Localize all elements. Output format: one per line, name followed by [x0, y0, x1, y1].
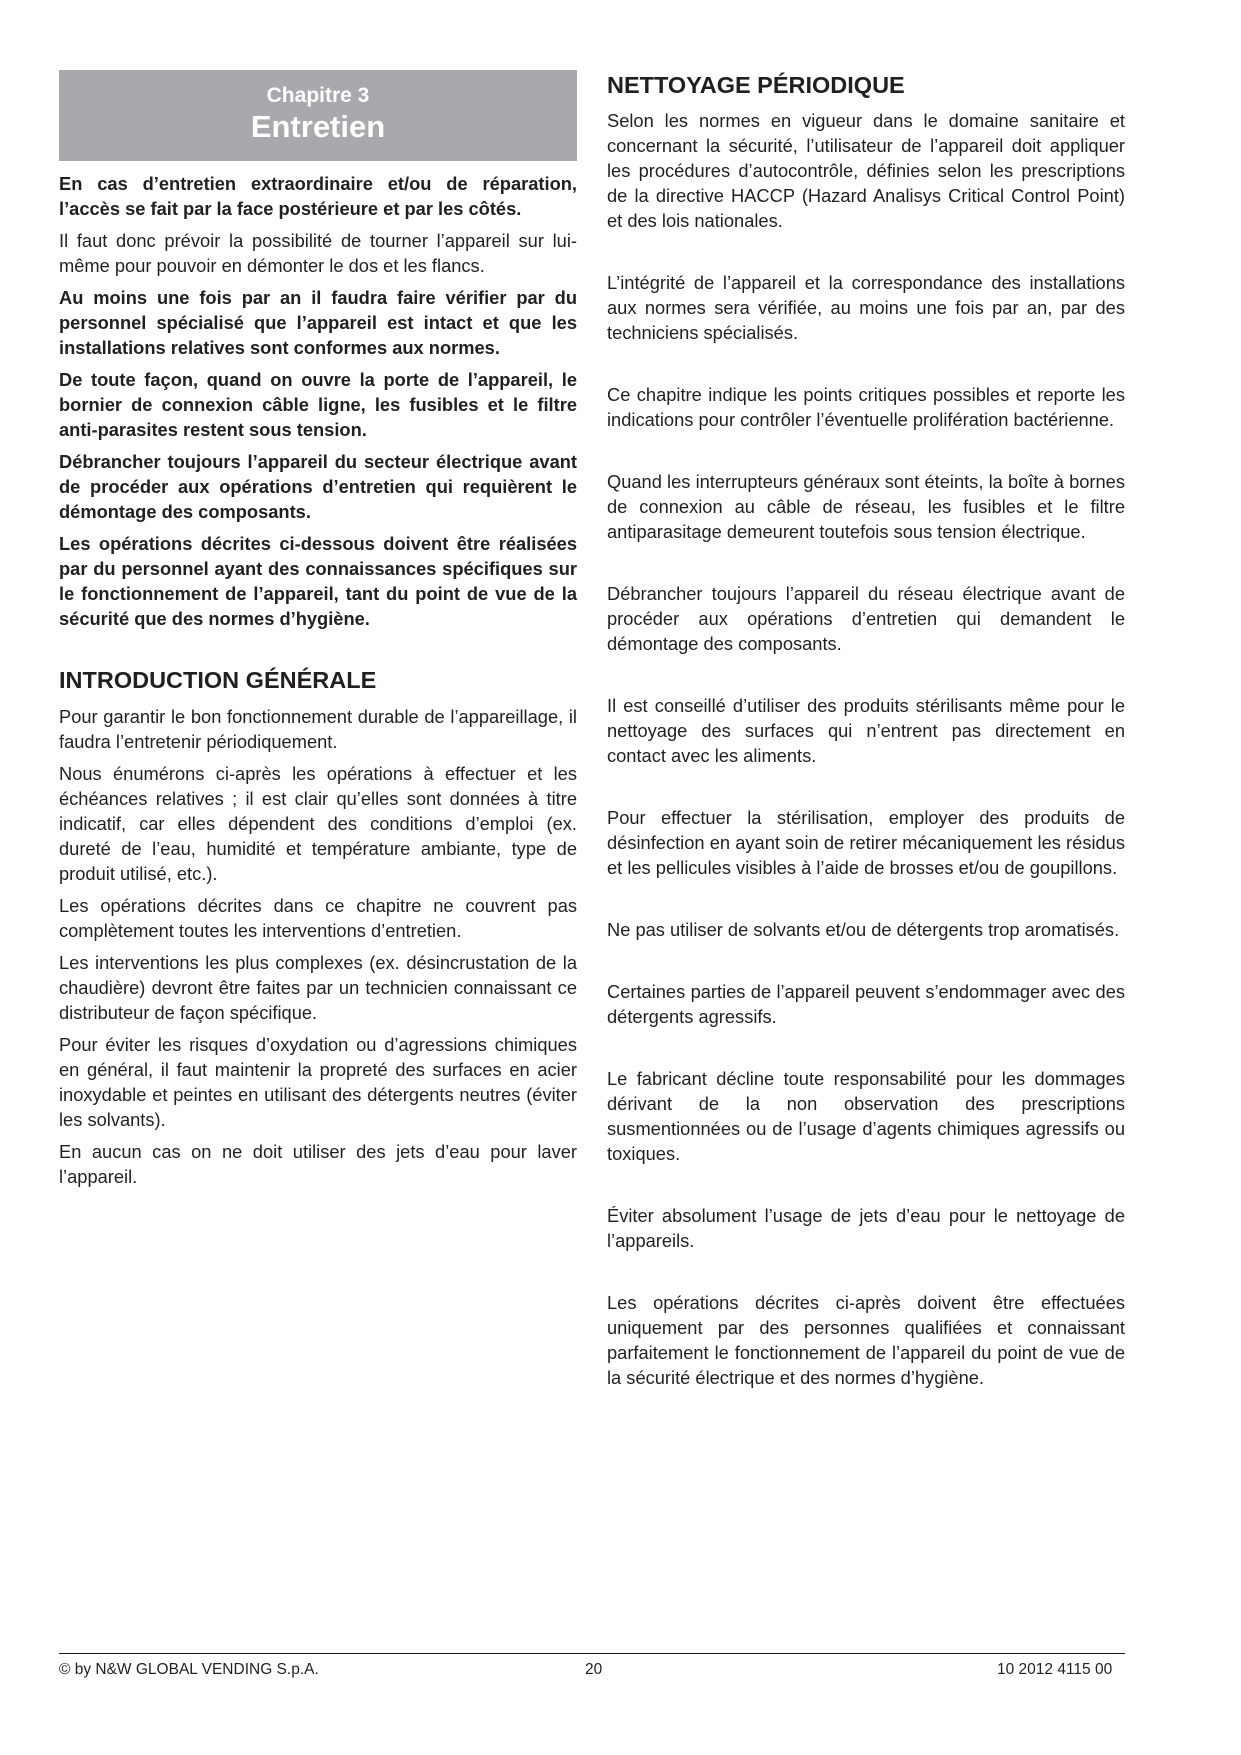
chapter-label: Chapitre 3: [266, 84, 370, 107]
paragraph: Les interventions les plus complexes (ex. désincrustation de la chaudière) devront être faites par un technicien connaissant ce distributeur de façon spécifique.: [59, 952, 577, 1023]
paragraph: De toute façon, quand on ouvre la porte de l’appareil, le bornier de connexion câble ligne, les fusibles et le filtre anti-parasites restent sous tension.: [59, 369, 577, 440]
page-number: 20: [585, 1661, 603, 1678]
paragraph: L’intégrité de l’appareil et la correspondance des installations aux normes sera vérifiée, au moins une fois par an, par des techniciens spécialisés.: [607, 272, 1125, 343]
left-column: [59, 70, 577, 1196]
paragraph: Quand les interrupteurs généraux sont éteints, la boîte à bornes de connexion au câble de réseau, les fusibles et le filtre antiparasitage demeurent toutefois sous tension électrique.: [607, 471, 1125, 542]
paragraph: Le fabricant décline toute responsabilité pour les dommages dérivant de la non observation des prescriptions susmentionnées ou de l’usage d’agents chimiques agressifs ou toxiques.: [607, 1068, 1125, 1164]
paragraph: Débrancher toujours l’appareil du réseau électrique avant de procéder aux opérations d’entretien qui demandent le démontage des composants.: [607, 583, 1125, 654]
paragraph: Ce chapitre indique les points critiques possibles et reporte les indications pour contrôler l’éventuelle prolifération bactérienne.: [607, 384, 1125, 430]
paragraph: Il est conseillé d’utiliser des produits stérilisants même pour le nettoyage des surfaces qui n’entrent pas directement en contact avec les aliments.: [607, 695, 1125, 766]
paragraph: Il faut donc prévoir la possibilité de tourner l’appareil sur lui-même pour pouvoir en démonter le dos et les flancs.: [59, 230, 577, 276]
chapter-title: Entretien: [250, 109, 386, 144]
right-column: [607, 70, 1125, 1427]
section-heading-nettoyage: NETTOYAGE PÉRIODIQUE: [607, 72, 905, 98]
paragraph: Débrancher toujours l’appareil du secteur électrique avant de procéder aux opérations d’entretien qui requièrent le démontage des composants.: [59, 451, 577, 522]
paragraph: Les opérations décrites ci-dessous doivent être réalisées par du personnel ayant des connaissances spécifiques sur le fonctionnement de l’appareil, tant du point de vue de la sécurité que des normes d’hygiène.: [59, 533, 577, 629]
paragraph: Pour garantir le bon fonctionnement durable de l’appareillage, il faudra l’entretenir périodiquement.: [59, 706, 577, 752]
paragraph: Au moins une fois par an il faudra faire vérifier par du personnel spécialisé que l’appareil est intact et que les installations relatives sont conformes aux normes.: [59, 287, 577, 358]
paragraph: Certaines parties de l’appareil peuvent s’endommager avec des détergents agressifs.: [607, 981, 1125, 1027]
paragraph: Pour effectuer la stérilisation, employer des produits de désinfection en ayant soin de retirer mécaniquement les résidus et les pellicules visibles à l’aide de brosses et/ou de goupillons.: [607, 807, 1125, 878]
footer-divider: [59, 1653, 1125, 1654]
footer-copyright: © by N&W GLOBAL VENDING S.p.A.: [59, 1661, 319, 1678]
paragraph: Selon les normes en vigueur dans le domaine sanitaire et concernant la sécurité, l’utilisateur de l’appareil doit appliquer les procédures d’autocontrôle, définies selon les prescriptions de la directive HACCP (Hazard Analisys Critical Control Point) et des lois nationales.: [607, 110, 1125, 231]
paragraph: Pour éviter les risques d’oxydation ou d’agressions chimiques en général, il faut maintenir la propreté des surfaces en acier inoxydable et peintes en utilisant des détergents neutres (éviter les solvants).: [59, 1034, 577, 1130]
paragraph: Les opérations décrites dans ce chapitre ne couvrent pas complètement toutes les interventions d’entretien.: [59, 895, 577, 941]
document-code: 10 2012 4115 00: [997, 1661, 1113, 1678]
paragraph: En cas d’entretien extraordinaire et/ou de réparation, l’accès se fait par la face postérieure et par les côtés.: [59, 173, 577, 219]
paragraph: Éviter absolument l’usage de jets d’eau pour le nettoyage de l’appareils.: [607, 1205, 1125, 1251]
paragraph: Nous énumérons ci-après les opérations à effectuer et les échéances relatives ; il est clair qu’elles sont données à titre indicatif, car elles dépendent des conditions d’emploi (ex. dureté de l’eau, humidité et température ambiante, type de produit utilisé, etc.).: [59, 763, 577, 884]
section-heading-introduction: INTRODUCTION GÉNÉRALE: [59, 667, 377, 693]
paragraph: En aucun cas on ne doit utiliser des jets d’eau pour laver l’appareil.: [59, 1141, 577, 1187]
paragraph: Les opérations décrites ci-après doivent être effectuées uniquement par des personnes qualifiées et connaissant parfaitement le fonctionnement de l’appareil du point de vue de la sécurité électrique et des normes d’hygiène.: [607, 1292, 1125, 1388]
chapter-header: [59, 70, 577, 161]
paragraph: Ne pas utiliser de solvants et/ou de détergents trop aromatisés.: [607, 919, 1120, 940]
